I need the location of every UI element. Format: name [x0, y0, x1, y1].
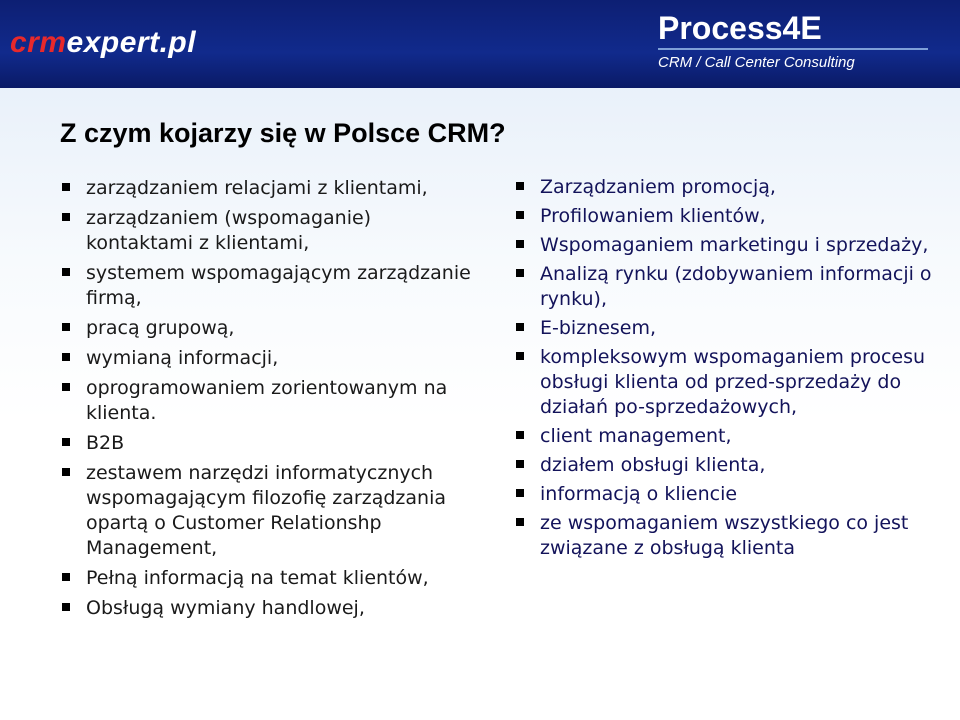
square-bullet-icon	[62, 323, 70, 331]
list-item-text: B2B	[86, 432, 125, 454]
left-bullet-list	[62, 176, 482, 626]
list-item	[516, 345, 936, 420]
list-item	[516, 453, 936, 478]
logo-expert-text: expert.pl	[66, 26, 197, 59]
list-item-text: Zarządzaniem promocją,	[540, 176, 776, 198]
square-bullet-icon	[516, 352, 524, 360]
square-bullet-icon	[62, 603, 70, 611]
square-bullet-icon	[516, 431, 524, 439]
square-bullet-icon	[516, 269, 524, 277]
square-bullet-icon	[62, 383, 70, 391]
list-item-text: informacją o kliencie	[540, 483, 738, 505]
list-item-text: oprogramowaniem zorientowanym na klienta.	[86, 377, 448, 424]
list-item	[516, 316, 936, 341]
list-item	[516, 511, 936, 561]
list-item-text: działem obsługi klienta,	[540, 454, 766, 476]
list-item-text: client management,	[540, 425, 732, 447]
square-bullet-icon	[516, 518, 524, 526]
list-item-text: Pełną informacją na temat klientów,	[86, 567, 429, 589]
crmexpert-logo	[10, 25, 196, 61]
list-item-text: ze wspomaganiem wszystkiego co jest związane z obsługą klienta	[540, 512, 909, 559]
list-item-text: Obsługą wymiany handlowej,	[86, 597, 365, 619]
square-bullet-icon	[516, 489, 524, 497]
list-item	[516, 233, 936, 258]
square-bullet-icon	[62, 438, 70, 446]
square-bullet-icon	[62, 183, 70, 191]
square-bullet-icon	[516, 323, 524, 331]
list-item-text: Analizą rynku (zdobywaniem informacji o rynku),	[540, 263, 932, 310]
list-item-text: Wspomaganiem marketingu i sprzedaży,	[540, 234, 929, 256]
brand-divider	[658, 48, 928, 50]
list-item-text: systemem wspomagającym zarządzanie firmą,	[86, 262, 471, 309]
right-bullet-list	[516, 175, 936, 565]
list-item	[62, 376, 482, 426]
list-item	[62, 176, 482, 201]
list-item	[516, 175, 936, 200]
square-bullet-icon	[62, 573, 70, 581]
list-item	[62, 206, 482, 256]
square-bullet-icon	[62, 468, 70, 476]
list-item	[62, 316, 482, 341]
list-item-text: E-biznesem,	[540, 317, 657, 339]
process4e-brand: Process4E	[658, 10, 822, 46]
brand-tagline: CRM / Call Center Consulting	[658, 54, 855, 71]
list-item-text: pracą grupową,	[86, 317, 235, 339]
list-item-text: wymianą informacji,	[86, 347, 279, 369]
slide-title: Z czym kojarzy się w Polsce CRM?	[60, 118, 506, 148]
square-bullet-icon	[62, 268, 70, 276]
square-bullet-icon	[516, 460, 524, 468]
list-item-text: zestawem narzędzi informatycznych wspomagającym filozofię zarządzania opartą o Customer Relationshp Management,	[86, 462, 446, 559]
list-item	[516, 262, 936, 312]
list-item	[516, 482, 936, 507]
list-item-text: kompleksowym wspomaganiem procesu obsługi klienta od przed-sprzedaży do działań po-sprzedażowych,	[540, 346, 926, 418]
list-item	[62, 261, 482, 311]
header-banner	[0, 0, 960, 88]
list-item	[516, 424, 936, 449]
list-item-text: zarządzaniem relacjami z klientami,	[86, 177, 428, 199]
square-bullet-icon	[516, 182, 524, 190]
list-item-text: zarządzaniem (wspomaganie) kontaktami z klientami,	[86, 207, 372, 254]
square-bullet-icon	[516, 211, 524, 219]
logo-crm-text: crm	[10, 26, 67, 59]
list-item	[516, 204, 936, 229]
list-item	[62, 461, 482, 561]
square-bullet-icon	[516, 240, 524, 248]
list-item	[62, 596, 482, 621]
list-item	[62, 431, 482, 456]
square-bullet-icon	[62, 353, 70, 361]
square-bullet-icon	[62, 213, 70, 221]
list-item-text: Profilowaniem klientów,	[540, 205, 766, 227]
list-item	[62, 346, 482, 371]
list-item	[62, 566, 482, 591]
